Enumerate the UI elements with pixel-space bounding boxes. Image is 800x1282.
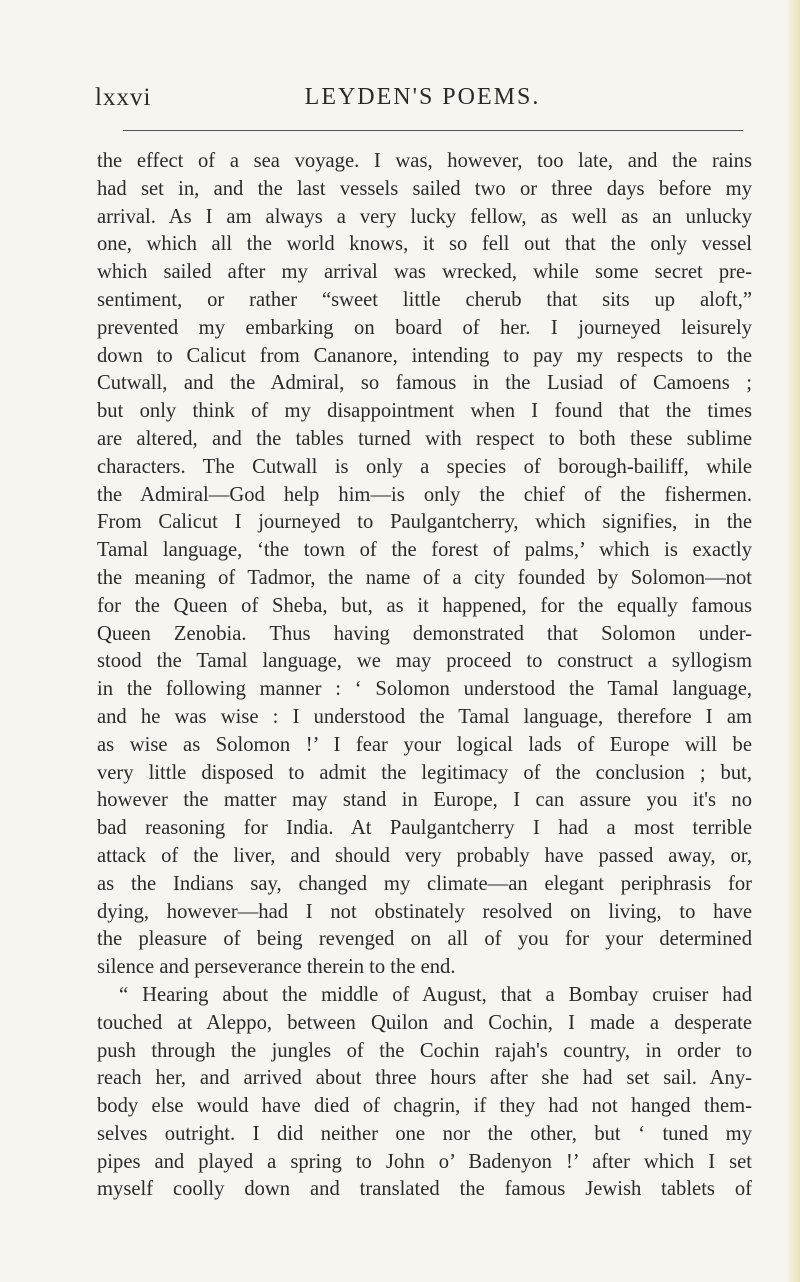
text-line: in the following manner : ‘ Solomon understood the Tamal language,	[97, 678, 752, 701]
text-line: but only think of my disappointment when I found that the times	[97, 400, 752, 423]
text-line: as wise as Solomon !’ I fear your logical lads of Europe will be	[97, 733, 752, 756]
text-line: “ Hearing about the middle of August, that a Bombay cruiser had	[119, 983, 752, 1006]
text-line: selves outright. I did neither one nor the other, but ‘ tuned my	[97, 1122, 752, 1145]
text-line: From Calicut I journeyed to Paulgantcherry, which signifies, in the	[97, 511, 752, 534]
text-line: are altered, and the tables turned with respect to both these sublime	[97, 427, 752, 450]
text-line: the Admiral—God help him—is only the chief of the fishermen.	[97, 483, 752, 506]
text-line: touched at Aleppo, between Quilon and Cochin, I made a desperate	[97, 1011, 752, 1034]
text-line: the pleasure of being revenged on all of you for your determined	[97, 928, 752, 951]
text-line: push through the jungles of the Cochin rajah's country, in order to	[97, 1039, 752, 1062]
text-line: dying, however—had I not obstinately resolved on living, to have	[97, 900, 752, 923]
text-line: prevented my embarking on board of her. I journeyed leisurely	[97, 316, 752, 339]
text-line: silence and perseverance therein to the end.	[97, 956, 456, 979]
page-edge-stain	[786, 0, 800, 1282]
text-line: however the matter may stand in Europe, I can assure you it's no	[97, 789, 752, 812]
header-rule	[123, 130, 743, 131]
text-line: myself coolly down and translated the famous Jewish tablets of	[97, 1178, 752, 1201]
text-line: body else would have died of chagrin, if they had not hanged them-	[97, 1095, 752, 1118]
text-line: Tamal language, ‘the town of the forest of palms,’ which is exactly	[97, 539, 752, 562]
text-line: as the Indians say, changed my climate—an elegant periphrasis for	[97, 872, 752, 895]
page-header	[95, 78, 750, 114]
text-line: and he was wise : I understood the Tamal language, therefore I am	[97, 705, 752, 728]
text-line: Cutwall, and the Admiral, so famous in the Lusiad of Camoens ;	[97, 372, 752, 395]
page-number: lxxvi	[95, 84, 152, 111]
text-line: which sailed after my arrival was wrecked, while some secret pre-	[97, 261, 752, 284]
text-line: very little disposed to admit the legitimacy of the conclusion ; but,	[97, 761, 752, 784]
text-line: the meaning of Tadmor, the name of a city founded by Solomon—not	[97, 566, 752, 589]
text-line: had set in, and the last vessels sailed two or three days before my	[97, 177, 752, 200]
text-line: down to Calicut from Cananore, intending to pay my respects to the	[97, 344, 752, 367]
text-line: reach her, and arrived about three hours after she had set sail. Any-	[97, 1067, 752, 1090]
text-line: bad reasoning for India. At Paulgantcherry I had a most terrible	[97, 817, 752, 840]
text-line: attack of the liver, and should very probably have passed away, or,	[97, 844, 752, 867]
text-line: characters. The Cutwall is only a species of borough-bailiff, while	[97, 455, 752, 478]
text-line: pipes and played a spring to John o’ Badenyon !’ after which I set	[97, 1150, 752, 1173]
text-line: the effect of a sea voyage. I was, however, too late, and the rains	[97, 150, 752, 172]
running-head: LEYDEN'S POEMS.	[304, 84, 541, 110]
body-text	[97, 148, 752, 1204]
text-line: one, which all the world knows, it so fell out that the only vessel	[97, 233, 752, 256]
text-line: sentiment, or rather “sweet little cherub that sits up aloft,”	[97, 288, 752, 311]
text-line: Queen Zenobia. Thus having demonstrated that Solomon under-	[97, 622, 752, 645]
text-line: arrival. As I am always a very lucky fellow, as well as an unlucky	[97, 205, 752, 228]
text-line: stood the Tamal language, we may proceed to construct a syllogism	[97, 650, 752, 673]
text-line: for the Queen of Sheba, but, as it happened, for the equally famous	[97, 594, 752, 617]
